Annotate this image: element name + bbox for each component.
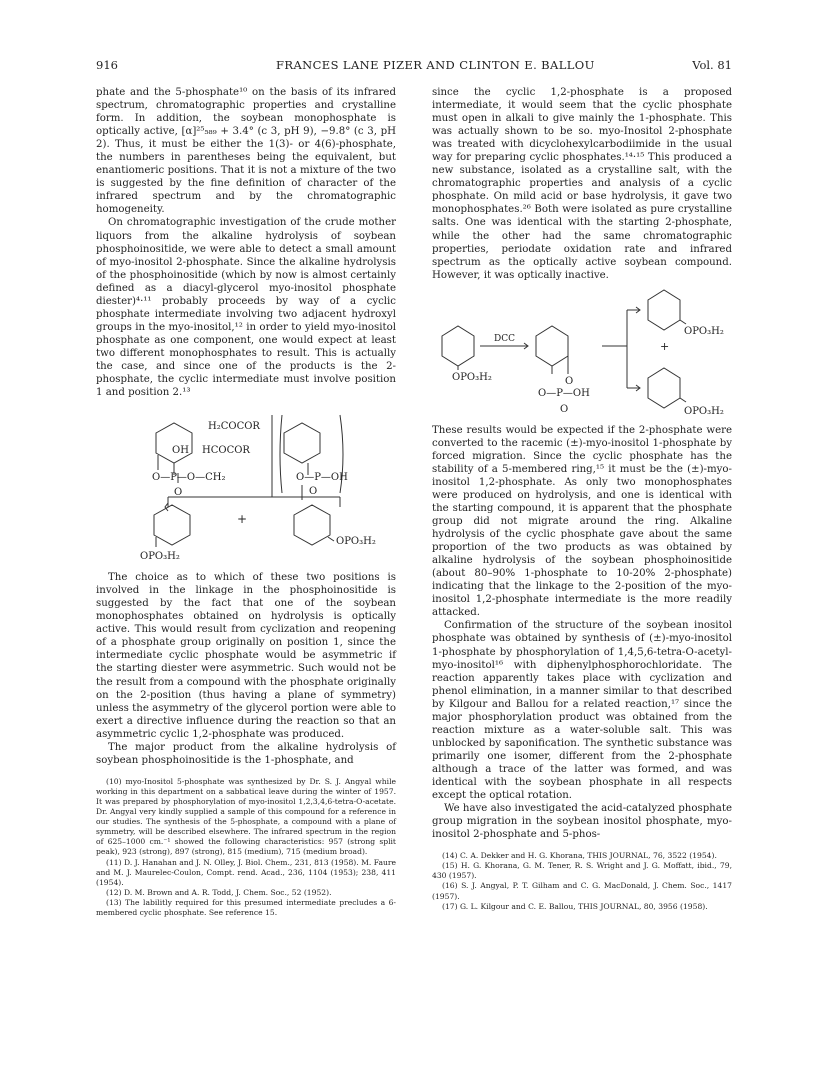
right-footnotes — [432, 851, 732, 912]
label-opo3h2-left: OPO₃H₂ — [140, 551, 180, 563]
label-opo3h2-right: OPO₃H₂ — [336, 536, 376, 548]
running-header — [96, 58, 732, 74]
footnote-12: (12) D. M. Brown and A. R. Todd, J. Chem. Soc., 52 (1952). — [106, 887, 332, 897]
right-paragraph-2: These results would be expected if the 2-phosphate were converted to the racemic (±)-myo-inositol 1-phosphate by forced migration. Since the cyclic phosphate has the stability of a 5-membered ring,¹⁵ it must be the (±)-myo-inositol 1,2-phosphate. As only two monophosphates were produced on hydrolysis, and one is identical with the starting compound, it is apparent that the phosphate group did not migrate around the ring. Alkaline hydrolysis of the cyclic phosphate gave about the same proportion of the two products as was obtained by alkaline hydrolysis of the soybean phosphoinositide (about 80–90% 1-phosphate to 10-20% 2-phosphate) indicating that the linkage to the 2-position of the myo-inositol 1,2-phosphate intermediate is the more readily attacked. — [432, 424, 732, 619]
inositol-ring-2 — [284, 423, 320, 463]
inositol-ring-3 — [154, 505, 190, 545]
label-opo3h2-top: OPO₃H₂ — [684, 325, 724, 337]
right-paragraph-3: Confirmation of the structure of the soybean inositol phosphate was obtained by synthesis of (±)-myo-inositol 1-phosphate by phosphorylation of 1,4,5,6-tetra-O-acetyl-myo-inositol¹⁶ with diphenylphosphorochloridate. The reaction apparently takes place with cyclization and phenol elimination, in a manner similar to that described by Kilgour and Ballou for a related reaction,¹⁷ since the major phosphorylation product was obtained from the reaction mixture as a water-soluble salt. This was unblocked by saponification. The synthetic substance was primarily one isomer, different from the 2-phosphate although a trace of the latter was formed, and was identical with the soybean phosphate in all respects except the optical rotation. — [432, 620, 732, 802]
label-hcocor: HCOCOR — [202, 445, 250, 457]
label-opo3h2-bottom: OPO₃H₂ — [684, 405, 724, 417]
label-o-p-o-ch2: O—P—O—CH₂ — [152, 472, 226, 484]
label-opo3h2-start: OPO₃H₂ — [452, 371, 492, 383]
label-o-bottom: O — [174, 487, 183, 499]
left-column — [96, 86, 396, 918]
footnote-17: (17) G. L. Kilgour and C. E. Ballou, THIS JOURNAL, 80, 3956 (1958). — [442, 901, 708, 911]
inositol-ring-4 — [294, 505, 330, 545]
scheme-hydrolysis-drawing — [96, 405, 396, 565]
ring-product-1 — [648, 290, 680, 330]
footnote-10: (10) myo-Inositol 5-phosphate was synthesized by Dr. S. J. Angyal while working in this department on a sabbatical leave during the winter of 1957. It was prepared by phosphorylation of myo-inositol 1,2,3,4,6-tetra-O-acetate. Dr. Angyal very kindly supplied a sample of this compound for a reference in our studies. The synthesis of the 5-phosphate, a compound with a plane of symmetry, will be described elsewhere. The infrared spectrum in the region of 625–1000 cm.⁻¹ showed the following characteristics: 957 (strong split peak), 923 (strong), 897 (strong), 815 (medium), 715 (medium broad). — [96, 776, 396, 857]
label-plus-right: + — [660, 339, 670, 353]
page-number: 916 — [96, 58, 118, 72]
scheme-cyclization-drawing — [432, 288, 732, 418]
ring-start — [442, 326, 474, 366]
left-footnotes — [96, 777, 396, 918]
label-o-p-oh-cyclic: O—P—OH — [538, 387, 590, 399]
left-paragraph-4: The major product from the alkaline hydrolysis of soybean phosphoinositide is the 1-phosphate, and — [96, 741, 396, 766]
label-o-p-oh: O—P—OH — [296, 472, 348, 484]
footnote-16: (16) S. J. Angyal, P. T. Gilham and C. G. MacDonald, J. Chem. Soc., 1417 (1957). — [432, 881, 732, 901]
right-paragraph-4: We have also investigated the acid-catalyzed phosphate group migration in the soybean inositol phosphate, myo-inositol 2-phosphate and 5-phos- — [432, 803, 732, 841]
label-oh: OH — [172, 445, 189, 457]
inositol-ring-1 — [156, 423, 192, 463]
ring-product-2 — [648, 368, 680, 408]
footnote-14: (14) C. A. Dekker and H. G. Khorana, THIS JOURNAL, 76, 3522 (1954). — [442, 851, 717, 861]
ring-cyclic — [536, 326, 568, 366]
footnote-13: (13) The labilitly required for this presumed intermediate precludes a 6-membered cyclic phosphate. See reference 15. — [96, 897, 396, 918]
left-paragraph-3: The choice as to which of these two positions is involved in the linkage in the phosphoinositide is suggested by the fact that one of the soybean monophosphates obtained on hydrolysis is optically active. This would result from cyclization and reopening of a phosphate group originally on position 1, since the intermediate cyclic phosphate would be asymmetric if the starting diester were asymmetric. Such would not be the result from a compound with the phosphate originally on the 2-position (thus having a plane of symmetry) unless the asymmetry of the glycerol portion were able to exert a directive influence during the reaction so that an asymmetric cyclic 1,2-phosphate was produced. — [96, 572, 396, 740]
running-authors: FRANCES LANE PIZER AND CLINTON E. BALLOU — [276, 58, 595, 72]
footnote-11: (11) D. J. Hanahan and J. N. Olley, J. Biol. Chem., 231, 813 (1958). M. Faure and M. J. Maurelec-Coulon, Compt. rend. Acad., 236, 1104 (1953); 238, 411 (1954). — [96, 857, 396, 887]
label-o-ring: O — [565, 375, 574, 387]
label-dcc: DCC — [494, 333, 515, 344]
label-o-bottom-2: O — [309, 486, 318, 498]
right-column — [432, 86, 732, 912]
label-o-bottom-cyclic: O — [560, 403, 569, 415]
right-paragraph-1: since the cyclic 1,2-phosphate is a proposed intermediate, it would seem that the cyclic phosphate must open in alkali to give mainly the 1-phosphate. This was actually shown to be so. myo-Inositol 2-phosphate was treated with dicyclohexylcarbodiimide in the usual way for preparing cyclic phosphates.¹⁴·¹⁵ This produced a new substance, isolated as a crystalline salt, with the chromatographic properties and analysis of a cyclic phosphate. On mild acid or base hydrolysis, it gave two monophosphates.²⁶ Both were isolated as pure crystalline salts. One was identical with the starting 2-phosphate, while the other had the same chromatographic properties, periodate oxidation rate and infrared spectrum as the optically active soybean compound. However, it was optically inactive. — [432, 87, 732, 281]
left-paragraph-2: On chromatographic investigation of the crude mother liquors from the alkaline hydrolysis of soybean phosphoinositide, we were able to detect a small amount of myo-inositol 2-phosphate. Since the alkaline hydrolysis of the phosphoinositide (which by now is almost certainly defined as a diacyl-glycerol myo-inositol phosphate diester)⁴·¹¹ probably proceeds by way of a cyclic phosphate intermediate involving two adjacent hydroxyl groups in the myo-inositol,¹² in order to yield myo-inositol phosphate as one component, one would expect at least two different monophosphates to result. This is actually the case, and since one of the products is the 2-phosphate, the cyclic intermediate must involve position 1 and position 2.¹³ — [96, 217, 396, 399]
label-h2cocor: H₂COCOR — [208, 421, 260, 433]
left-paragraph-1: phate and the 5-phosphate¹⁰ on the basis of its infrared spectrum, chromatographic properties and crystalline form. In addition, the soybean monophosphate is optically active, [α]²⁵₅₈₉ + 3.4° (c 3, pH 9), −9.8° (c 3, pH 2). Thus, it must be either the 1(3)- or 4(6)-phosphate, the numbers in parentheses being the equivalent, but enantiomeric positions. That it is not a mixture of the two is suggested by the fine definition of character of the infrared spectrum and by the chromatographic homogeneity. — [96, 87, 396, 216]
scheme-hydrolysis — [96, 405, 396, 565]
volume-label: Vol. 81 — [692, 58, 732, 72]
scheme-cyclization — [432, 288, 732, 418]
footnote-15: (15) H. G. Khorana, G. M. Tener, R. S. Wright and J. G. Moffatt, ibid., 79, 430 (1957). — [432, 861, 732, 881]
label-plus: + — [237, 512, 248, 527]
